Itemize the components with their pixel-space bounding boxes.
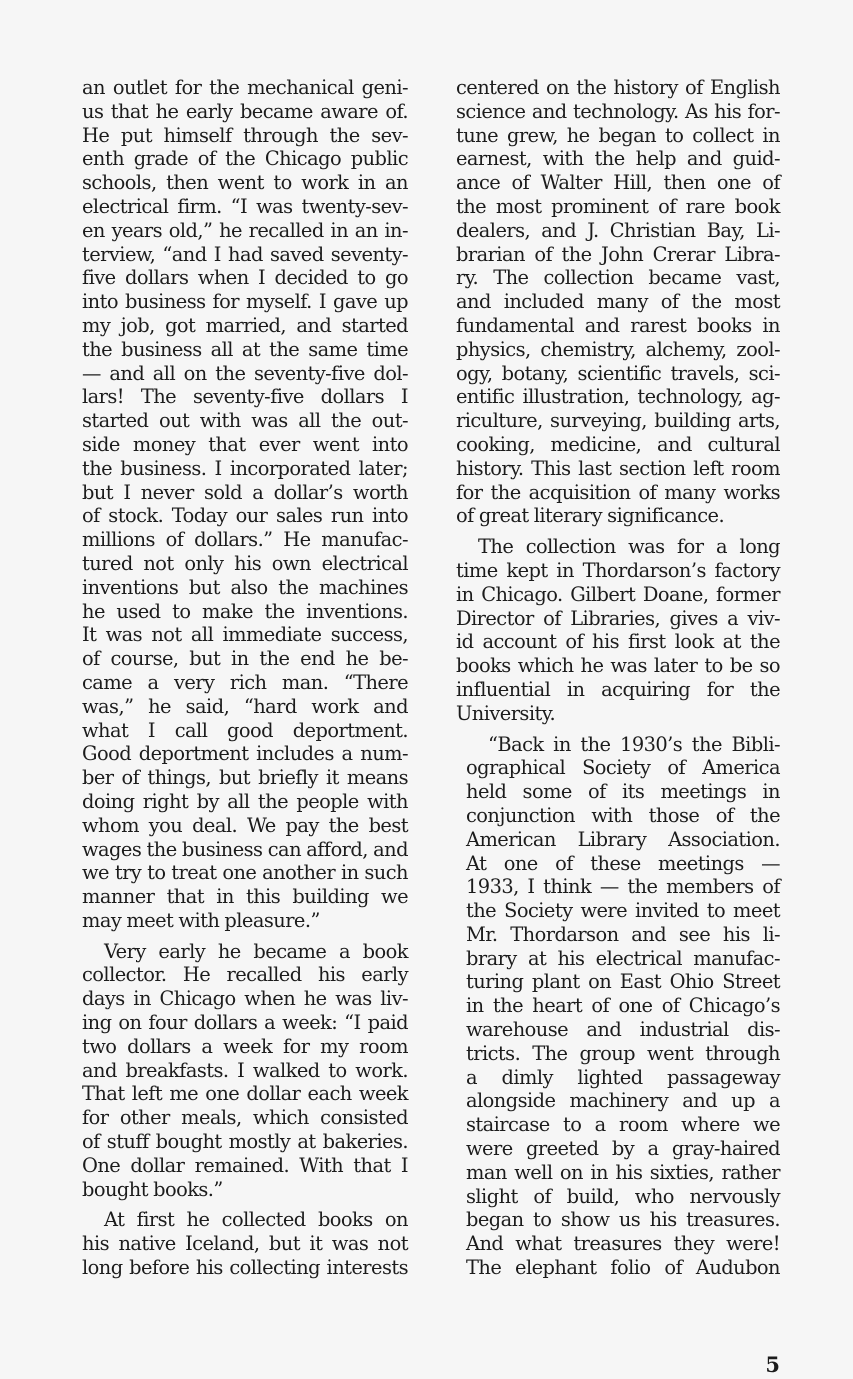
text-line: his native Iceland, but it was not [82,1232,408,1256]
text-line: inventions but also the machines [82,575,408,599]
text-line: the most prominent of rare book [456,194,780,218]
text-line: the business all at the same time [82,337,408,361]
text-line: my job, got married, and started [82,313,408,337]
text-line: came a very rich man. “There [82,670,408,694]
text-line: entific illustration, technology, ag- [456,385,780,409]
text-line: history. This last section left room [456,456,780,480]
text-line: may meet with pleasure.” [82,908,320,932]
text-line: turing plant on East Ohio Street [466,970,780,994]
text-line: At first he collected books on [104,1208,408,1232]
text-line: warehouse and industrial dis- [466,1018,780,1042]
text-line: was,” he said, “hard work and [82,694,408,718]
text-line: doing right by all the people with [82,789,408,813]
text-line: ographical Society of America [466,756,780,780]
text-line: a dimly lighted passageway [466,1065,780,1089]
text-line: influential in acquiring for the [456,677,780,701]
text-line: slight of build, who nervously [466,1184,780,1208]
text-line: an outlet for the mechanical geni- [82,76,408,99]
text-line: enth grade of the Chicago public [82,147,408,171]
text-line: in the heart of one of Chicago’s [466,994,780,1018]
text-line: for other meals, which consisted [82,1106,408,1130]
page-number: 5 [765,1352,780,1377]
text-line: manner that in this building we [82,885,408,909]
text-line: Very early he became a book [104,939,408,963]
text-line: It was not all immediate success, [82,623,408,647]
text-line: of course, but in the end he be- [82,647,408,671]
text-line: University. [456,701,556,725]
text-line: for the acquisition of many works [456,480,780,504]
left-column [82,76,408,1280]
paragraph [82,1208,408,1279]
text-line: alongside machinery and up a [466,1089,780,1113]
text-line: of stock. Today our sales run into [82,504,408,528]
text-line: the business. I incorporated later; [82,456,408,480]
text-line: And what treasures they were! [466,1232,780,1256]
text-line: of stuff bought mostly at bakeries. [82,1130,408,1154]
text-line: The elephant folio of Audubon [466,1256,780,1280]
text-line: electrical firm. “I was twenty-sev- [82,194,408,218]
text-line: lars! The seventy-five dollars I [82,385,408,409]
text-line: “Back in the 1930’s the Bibli- [488,732,780,756]
text-line: and breakfasts. I walked to work. [82,1058,408,1082]
text-line: millions of dollars.” He manufac- [82,528,408,552]
text-line: and included many of the most [456,290,780,314]
text-line: time kept in Thordarson’s factory [456,558,780,582]
text-line: cooking, medicine, and cultural [456,432,780,456]
text-line: ber of things, but briefly it means [82,766,408,790]
text-line: but I never sold a dollar’s worth [82,480,408,504]
text-line: Director of Libraries, gives a viv- [456,606,780,630]
text-line: id account of his first look at the [456,630,780,654]
paragraph [82,76,408,933]
text-line: terview, “and I had saved seventy- [82,242,408,266]
paragraph [456,76,780,528]
text-line: long before his collecting interests [82,1256,408,1280]
text-line: five dollars when I decided to go [82,266,408,290]
text-line: he used to make the inventions. [82,599,408,623]
text-line: earnest, with the help and guid- [456,147,780,171]
text-line: ogy, botany, scientific travels, sci- [456,361,780,385]
text-line: He put himself through the sev- [82,123,408,147]
text-line: conjunction with those of the [466,803,780,827]
text-line: ance of Walter Hill, then one of [456,171,780,195]
paragraph [82,940,408,1202]
text-line: ing on four dollars a week: “I paid [82,1011,408,1035]
text-line: 1933, I think — the members of [466,875,780,899]
text-line: That left me one dollar each week [82,1082,408,1106]
text-line: of great literary significance. [456,504,725,528]
text-line: books which he was later to be so [456,654,780,678]
text-line: staircase to a room where we [466,1113,780,1137]
text-line: the Society were invited to meet [466,899,780,923]
text-line: brarian of the John Crerar Libra- [456,242,780,266]
text-line: man well on in his sixties, rather [466,1160,780,1184]
text-line: tune grew, he began to collect in [456,123,780,147]
paragraph [456,535,780,725]
text-line: Good deportment includes a num- [82,742,408,766]
text-line: wages the business can afford, and [82,837,408,861]
text-line: riculture, surveying, building arts, [456,409,780,433]
text-line: centered on the history of English [456,76,780,99]
text-line: At one of these meetings — [466,851,780,875]
text-line: physics, chemistry, alchemy, zool- [456,337,780,361]
text-line: were greeted by a gray-haired [466,1137,780,1161]
text-line: held some of its meetings in [466,780,780,804]
text-line: tured not only his own electrical [82,551,408,575]
text-line: Mr. Thordarson and see his li- [466,922,780,946]
text-line: tricts. The group went through [466,1041,780,1065]
text-line: bought books.” [82,1177,223,1201]
text-line: fundamental and rarest books in [456,313,780,337]
text-line: two dollars a week for my room [82,1034,408,1058]
text-line: brary at his electrical manufac- [466,946,780,970]
text-line: One dollar remained. With that I [82,1153,408,1177]
text-line: days in Chicago when he was liv- [82,987,408,1011]
text-line: American Library Association. [466,827,780,851]
text-line: we try to treat one another in such [82,861,408,885]
text-line: side money that ever went into [82,432,408,456]
text-line: schools, then went to work in an [82,171,408,195]
text-line: whom you deal. We pay the best [82,813,408,837]
text-line: — and all on the seventy-five dol- [82,361,408,385]
text-line: in Chicago. Gilbert Doane, former [456,582,780,606]
right-column [456,76,780,1280]
text-line: collector. He recalled his early [82,963,408,987]
text-line: started out with was all the out- [82,409,408,433]
text-line: science and technology. As his for- [456,99,780,123]
text-line: began to show us his treasures. [466,1208,780,1232]
text-line: us that he early became aware of. [82,99,408,123]
text-line: The collection was for a long [478,535,780,559]
text-line: en years old,” he recalled in an in- [82,218,408,242]
text-line: ry. The collection became vast, [456,266,780,290]
text-line: what I call good deportment. [82,718,408,742]
text-line: into business for myself. I gave up [82,290,408,314]
block-quote [456,733,780,1280]
text-line: dealers, and J. Christian Bay, Li- [456,218,780,242]
